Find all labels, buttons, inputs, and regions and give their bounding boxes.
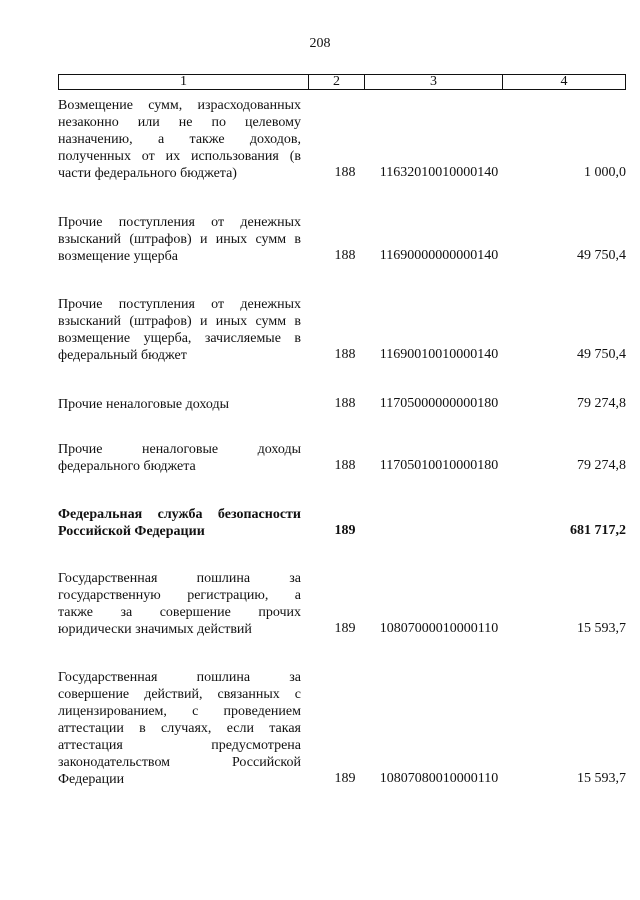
row-name — [58, 669, 301, 788]
row-name — [58, 214, 301, 265]
row-name-line: Государственная пошлина за — [58, 571, 301, 586]
row-sum: 79 274,8 — [577, 396, 626, 411]
row-code: 188 — [334, 248, 356, 263]
row-name-line: Прочие поступления от денежных — [58, 297, 301, 312]
row-kbk: 11705000000000180 — [379, 396, 499, 411]
row-code: 188 — [334, 458, 356, 473]
row-name-line: взысканий (штрафов) и иных сумм в — [58, 314, 301, 329]
row-name-line: федерального бюджета — [58, 459, 196, 474]
row-name-line: Российской Федерации — [58, 524, 205, 539]
row-name — [58, 296, 301, 364]
row-name-line: также за совершение прочих — [58, 605, 301, 620]
row-name-line: Прочие неналоговые доходы — [58, 442, 301, 457]
header-col-4: 4 — [560, 74, 568, 89]
row-name-line: Федеральная служба безопасности — [58, 507, 301, 522]
row-name-line: Возмещение сумм, израсходованных — [58, 98, 301, 113]
page-number: 208 — [309, 36, 331, 51]
row-code: 189 — [334, 523, 356, 538]
row-name-line: Федерации — [58, 772, 125, 787]
row-name — [58, 441, 301, 475]
row-name-line: аттестации в случаях, если такая — [58, 721, 301, 736]
row-kbk: 10807000010000110 — [379, 621, 499, 636]
row-name — [58, 570, 301, 638]
row-name-line: федеральный бюджет — [58, 348, 187, 363]
row-name-line: взысканий (штрафов) и иных сумм в — [58, 232, 301, 247]
row-code: 189 — [334, 621, 356, 636]
row-kbk: 11690000000000140 — [379, 248, 499, 263]
header-col-3: 3 — [365, 75, 503, 89]
row-kbk: 11705010010000180 — [379, 458, 499, 473]
row-name-line: полученных от их использования (в — [58, 149, 301, 164]
row-kbk: 11690010010000140 — [379, 347, 499, 362]
row-kbk: 11632010010000140 — [379, 165, 499, 180]
row-name-line: Прочие неналоговые доходы — [58, 397, 230, 412]
row-name-line: части федерального бюджета) — [58, 166, 237, 181]
row-name-line: незаконно или не по целевому — [58, 115, 301, 130]
row-name-line: юридически значимых действий — [58, 622, 252, 637]
row-sum: 681 717,2 — [570, 523, 626, 538]
row-sum: 1 000,0 — [584, 165, 626, 180]
row-sum: 49 750,4 — [577, 248, 626, 263]
row-name-line: возмещение ущерба — [58, 249, 178, 264]
row-name-line: лицензированием, с проведением — [58, 704, 301, 719]
row-sum: 49 750,4 — [577, 347, 626, 362]
row-code: 189 — [334, 771, 356, 786]
row-code: 188 — [334, 347, 356, 362]
header-col-1: 1 — [59, 75, 309, 89]
row-sum: 79 274,8 — [577, 458, 626, 473]
row-name-line: законодательством Российской — [58, 755, 301, 770]
row-kbk: 10807080010000110 — [379, 771, 499, 786]
row-name — [58, 506, 301, 540]
row-name-line: назначению, а также доходов, — [58, 132, 301, 147]
row-code: 188 — [334, 396, 356, 411]
row-name-line: государственную регистрацию, а — [58, 588, 301, 603]
table-header-row — [58, 74, 626, 90]
header-col-2: 2 — [309, 75, 365, 89]
row-name — [58, 97, 301, 182]
row-name-line: Государственная пошлина за — [58, 670, 301, 685]
row-name-line: аттестация предусмотрена — [58, 738, 301, 753]
row-name — [58, 396, 301, 413]
row-sum: 15 593,7 — [577, 621, 626, 636]
row-name-line: совершение действий, связанных с — [58, 687, 301, 702]
row-sum: 15 593,7 — [577, 771, 626, 786]
row-name-line: Прочие поступления от денежных — [58, 215, 301, 230]
row-code: 188 — [334, 165, 356, 180]
row-name-line: возмещение ущерба, зачисляемые в — [58, 331, 301, 346]
